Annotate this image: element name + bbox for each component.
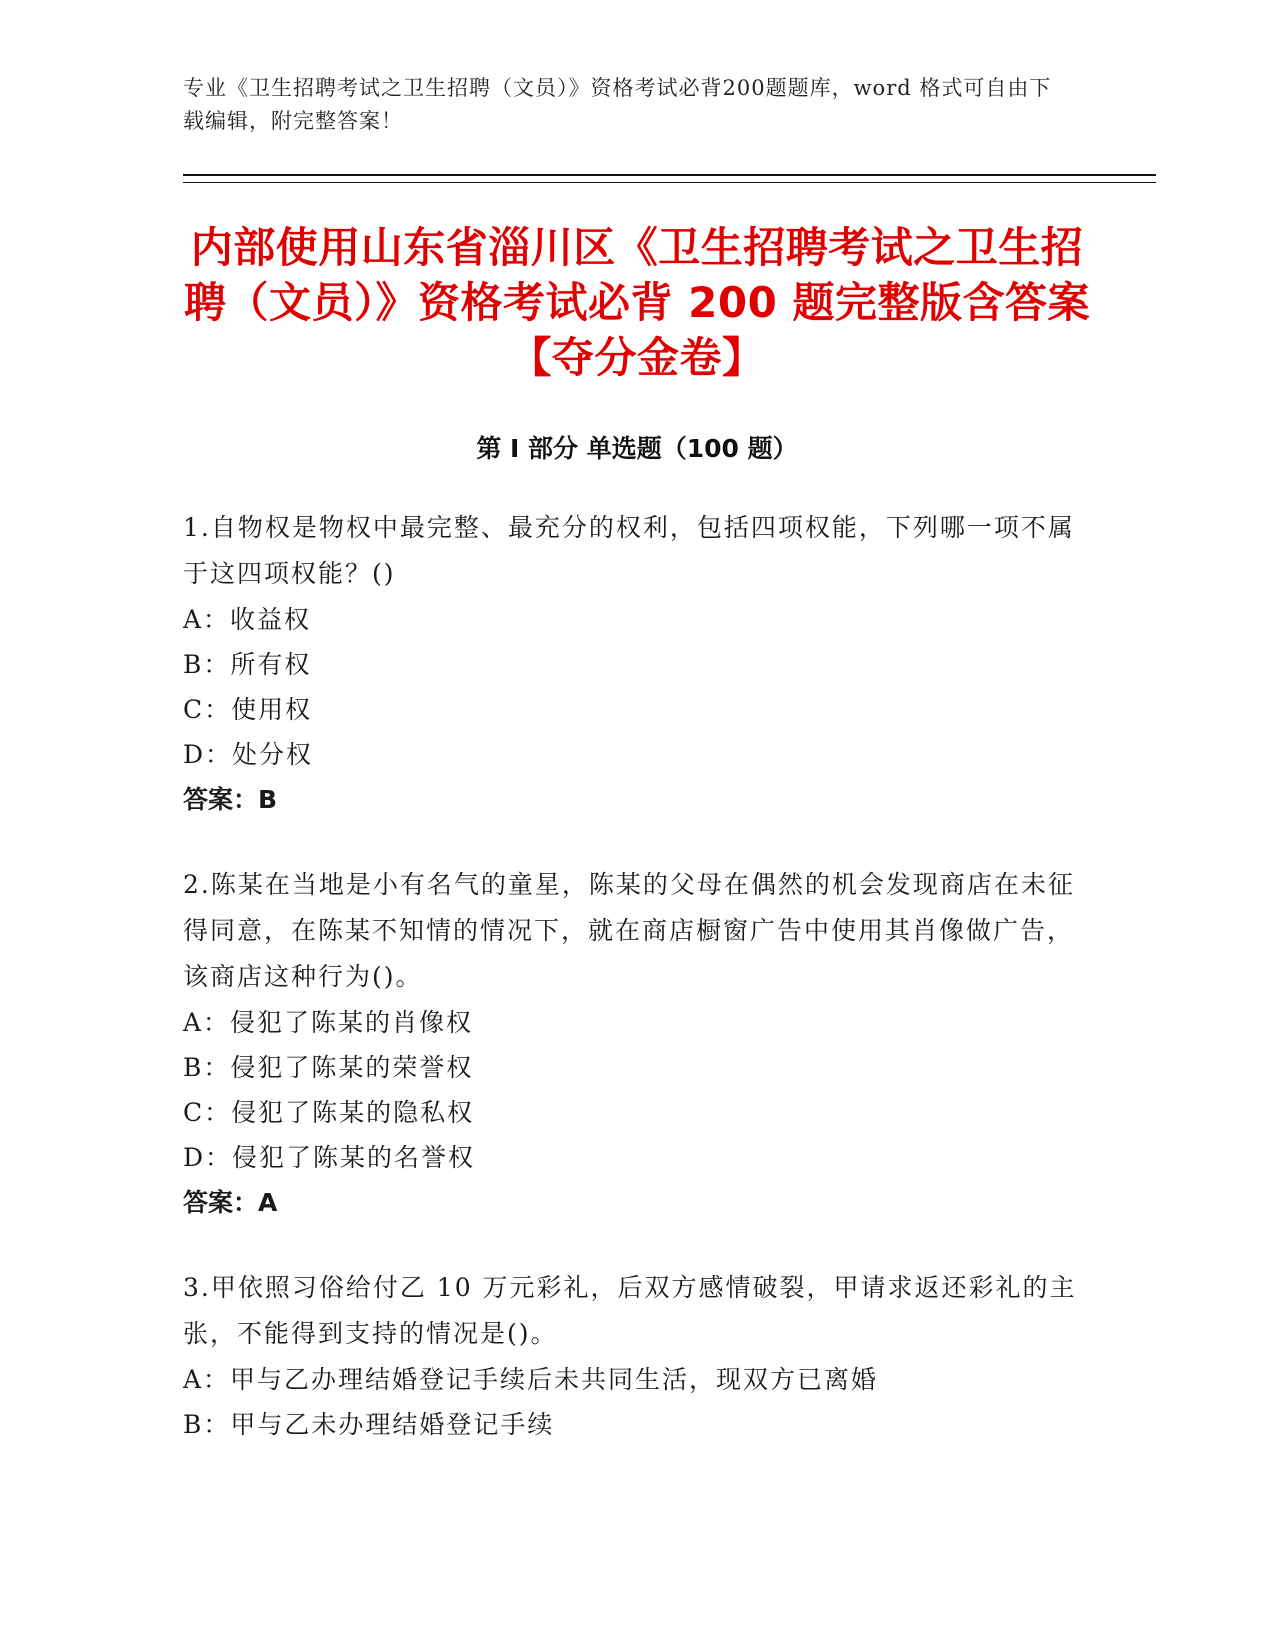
option-a: A：侵犯了陈某的肖像权 [183, 1008, 474, 1037]
document-title: 内部使用山东省淄川区《卫生招聘考试之卫生招聘（文员）》资格考试必背 200 题完整版含答案【夺分金卷】 [184, 223, 1090, 382]
question-stem: 2.陈某在当地是小有名气的童星，陈某的父母在偶然的机会发现商店在未征得同意，在陈某不知情的情况下，就在商店橱窗广告中使用其肖像做广告，该商店这种行为()。 [183, 870, 1075, 991]
header-note: 专业《卫生招聘考试之卫生招聘（文员）》资格考试必背200题题库，word 格式可自由下载编辑，附完整答案！ [183, 76, 1052, 133]
question-item [183, 862, 1083, 1225]
option-b: B：所有权 [183, 650, 312, 679]
question-item [183, 1265, 1083, 1447]
option-b: B：甲与乙未办理结婚登记手续 [183, 1410, 555, 1439]
header-divider-thick [183, 174, 1156, 176]
option-b: B：侵犯了陈某的荣誉权 [183, 1053, 474, 1082]
section-heading: 第 I 部分 单选题（100 题） [476, 434, 798, 463]
question-stem: 3.甲依照习俗给付乙 10 万元彩礼，后双方感情破裂，甲请求返还彩礼的主张，不能得到支持的情况是()。 [183, 1273, 1077, 1348]
option-d: D：处分权 [183, 740, 314, 769]
question-item [183, 505, 1083, 822]
question-list [183, 505, 1083, 1487]
option-a: A：收益权 [183, 605, 312, 634]
answer-line: 答案：B [183, 785, 278, 814]
option-d: D：侵犯了陈某的名誉权 [183, 1143, 476, 1172]
option-c: C：侵犯了陈某的隐私权 [183, 1098, 475, 1127]
question-stem: 1.自物权是物权中最完整、最充分的权利，包括四项权能，下列哪一项不属于这四项权能？() [183, 513, 1075, 588]
option-a: A：甲与乙办理结婚登记手续后未共同生活，现双方已离婚 [183, 1365, 879, 1394]
header-divider-thin [183, 182, 1156, 183]
answer-line: 答案：A [183, 1188, 278, 1217]
option-c: C：使用权 [183, 695, 313, 724]
